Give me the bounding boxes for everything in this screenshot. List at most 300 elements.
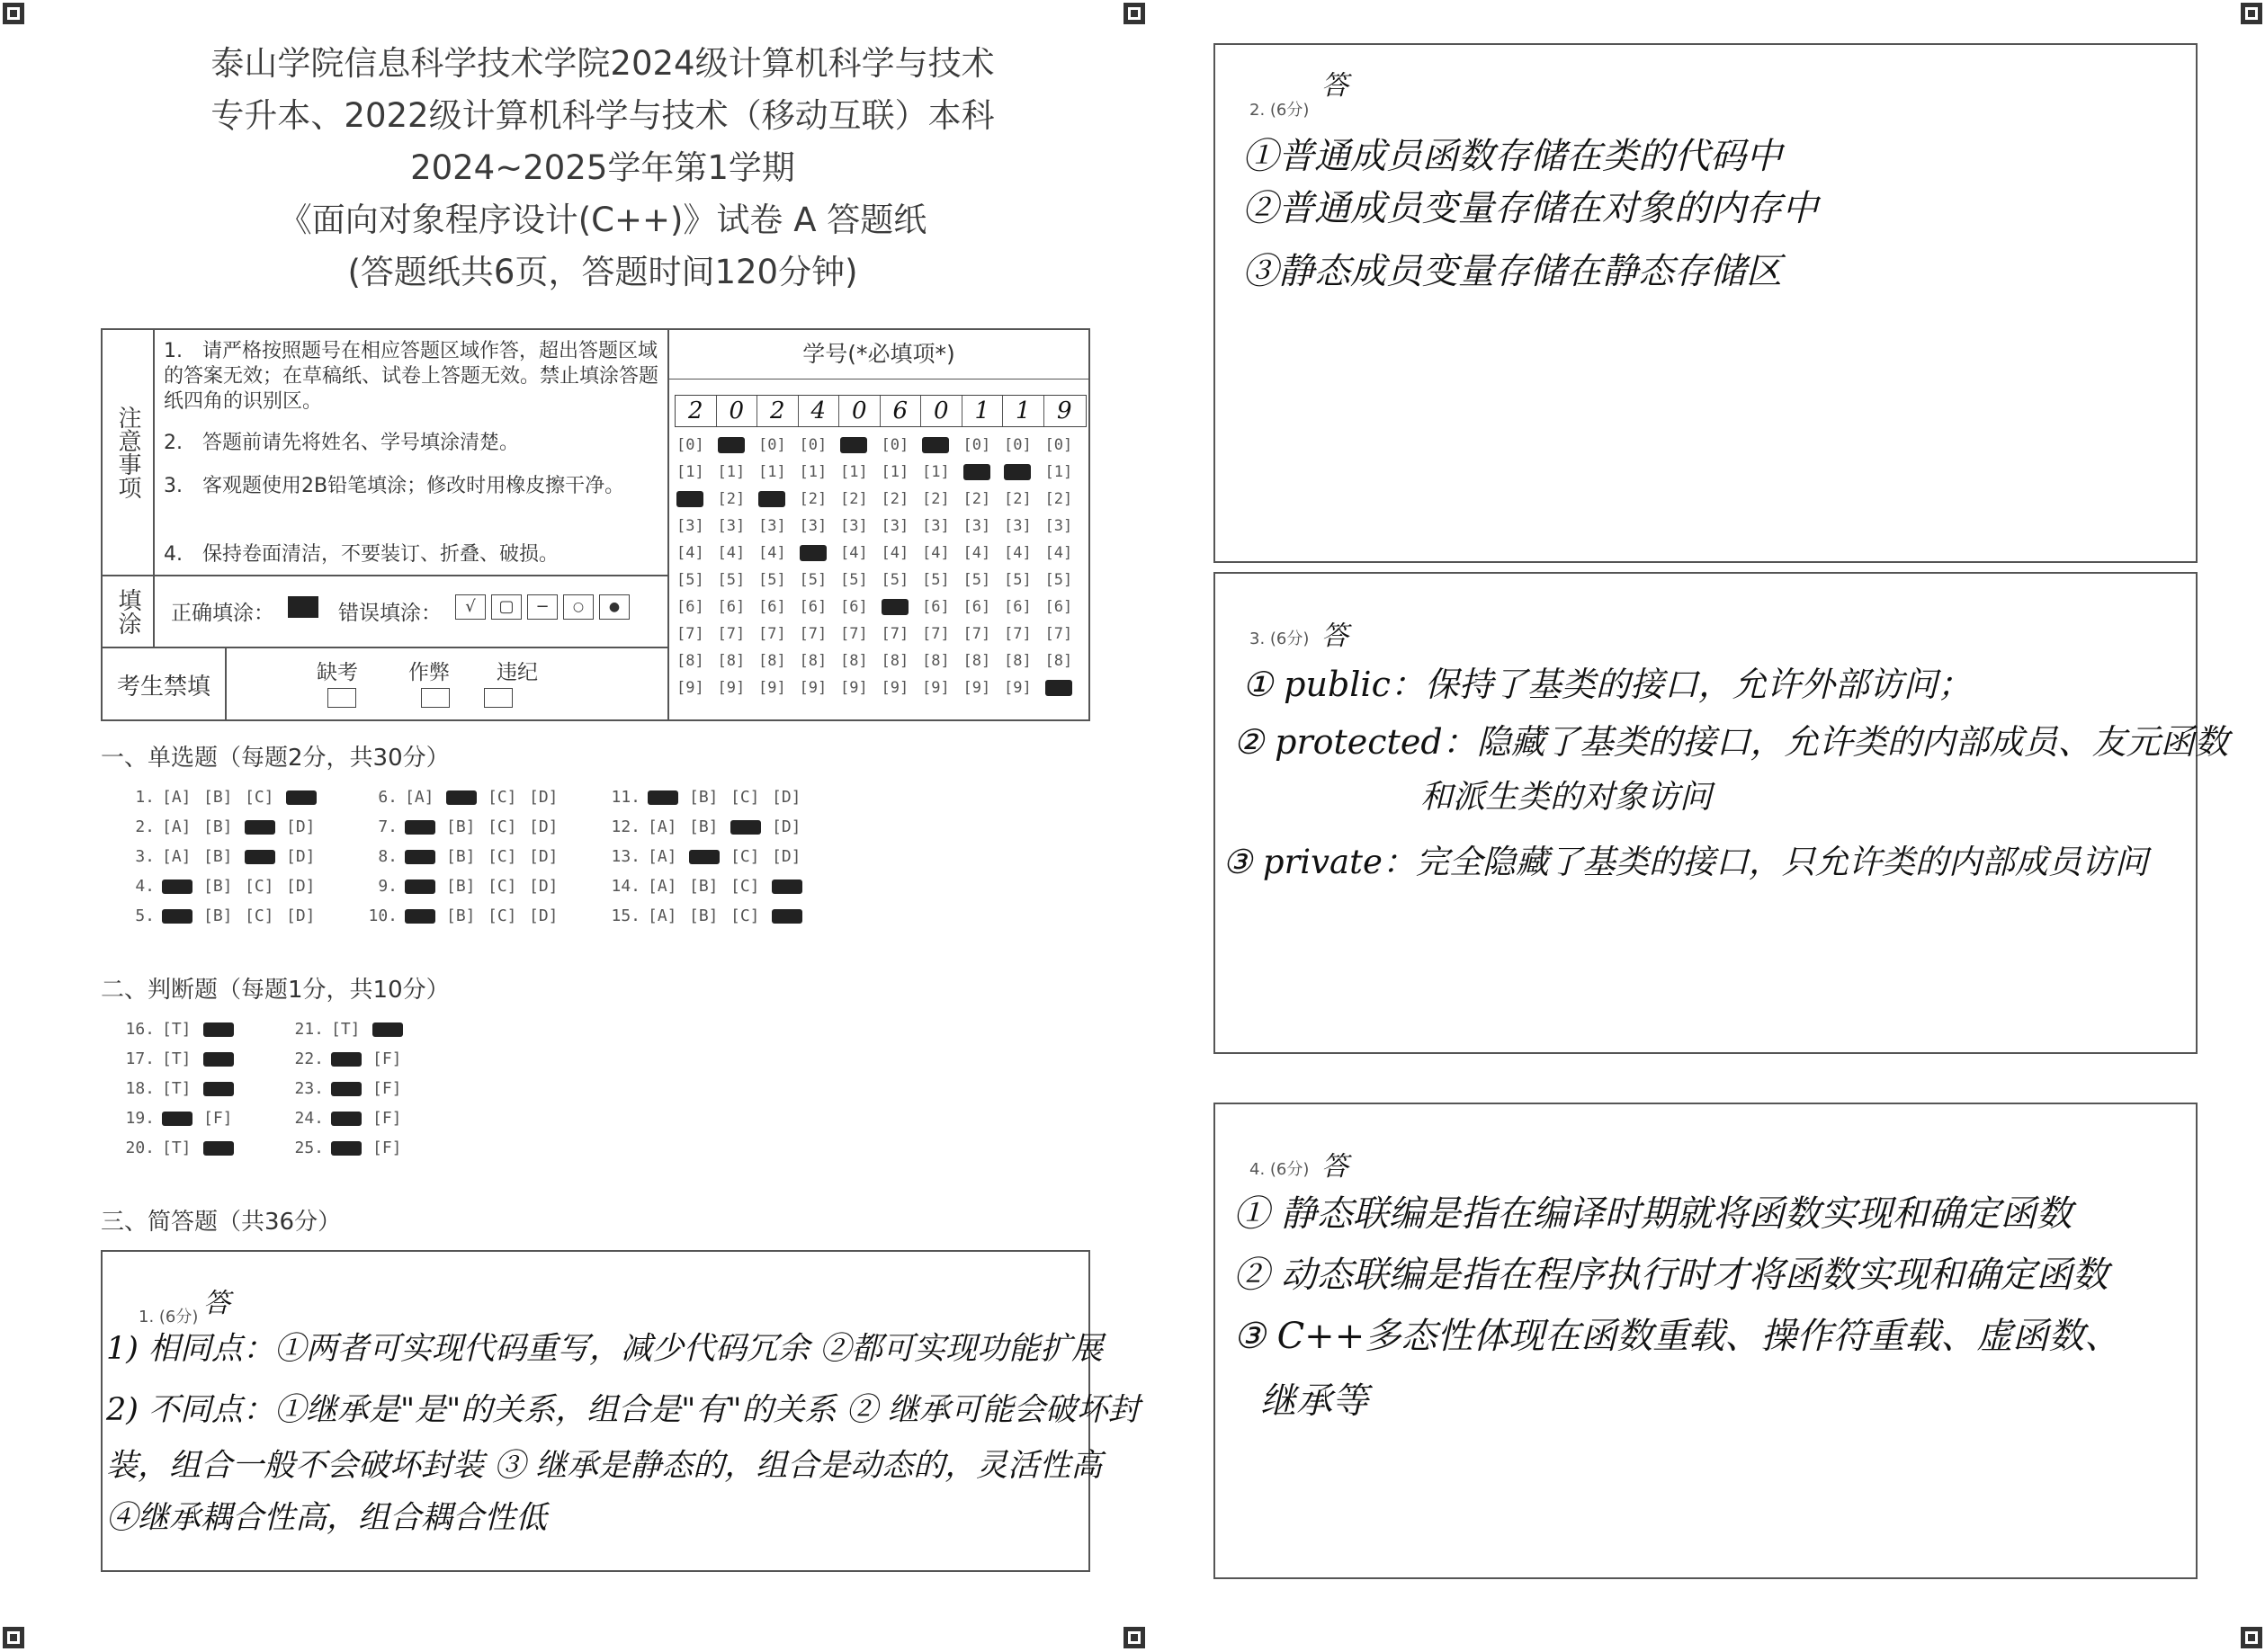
question-number: 19. bbox=[125, 1109, 155, 1128]
choice-bubble[interactable]: [A] bbox=[648, 877, 677, 896]
student-id-bubble[interactable]: [2] bbox=[840, 490, 868, 508]
student-id-bubble[interactable]: [6] bbox=[922, 598, 950, 616]
q2-handwriting-line-2: ②普通成员变量存储在对象的内存中 bbox=[1242, 188, 1818, 229]
student-id-bubble[interactable]: [1] bbox=[717, 463, 746, 481]
student-id-bubble[interactable]: [0] bbox=[758, 436, 786, 454]
choice-bubble[interactable]: [B] bbox=[689, 906, 719, 925]
q4-handwriting-line-1: ① 静态联编是指在编译时期就将函数实现和确定函数 bbox=[1233, 1193, 2073, 1235]
tf-bubble[interactable]: [T] bbox=[162, 1049, 192, 1068]
single-choice-row[interactable] bbox=[117, 817, 327, 836]
choice-bubble[interactable]: [A] bbox=[162, 847, 192, 866]
single-choice-row[interactable] bbox=[360, 877, 570, 896]
choice-bubble-filled[interactable] bbox=[446, 788, 488, 807]
true-false-row[interactable] bbox=[117, 1049, 245, 1068]
student-id-bubble[interactable]: [1] bbox=[1044, 463, 1073, 481]
choice-bubble[interactable]: [C] bbox=[730, 847, 760, 866]
answer-box-q4[interactable] bbox=[1213, 1103, 2198, 1579]
student-id-bubble-filled[interactable] bbox=[1045, 679, 1072, 697]
single-choice-row[interactable] bbox=[603, 788, 813, 807]
header-line-3: 2024~2025学年第1学期 bbox=[410, 148, 795, 187]
registration-mark-bottom-left bbox=[2, 1626, 25, 1649]
student-id-digit[interactable]: 6 bbox=[881, 396, 922, 426]
choice-bubble[interactable]: [C] bbox=[488, 906, 517, 925]
notes-item-4: 4. 保持卷面清洁，不要装订、折叠、破损。 bbox=[164, 543, 559, 566]
registration-mark-bottom-right bbox=[2240, 1626, 2263, 1649]
student-id-bubble[interactable]: [2] bbox=[1004, 490, 1032, 508]
registration-mark-bottom-center bbox=[1123, 1626, 1146, 1649]
student-id-bubble[interactable]: [9] bbox=[962, 679, 991, 697]
student-id-bubble[interactable]: [9] bbox=[717, 679, 746, 697]
true-false-row[interactable] bbox=[286, 1109, 414, 1128]
student-id-bubble[interactable]: [7] bbox=[881, 625, 909, 643]
tf-bubble[interactable]: [F] bbox=[203, 1109, 233, 1128]
student-id-bubble[interactable]: [3] bbox=[758, 517, 786, 535]
student-id-bubble[interactable]: [6] bbox=[717, 598, 746, 616]
choice-bubble[interactable]: [B] bbox=[689, 817, 719, 836]
choice-bubble[interactable]: [B] bbox=[203, 877, 233, 896]
student-id-bubble[interactable]: [9] bbox=[1004, 679, 1032, 697]
flag-cheat-checkbox[interactable] bbox=[421, 688, 450, 708]
choice-bubble[interactable]: [A] bbox=[162, 788, 192, 807]
q3-handwriting-line-2: ② protected：隐藏了基类的接口，允许类的内部成员、友元函数 bbox=[1233, 722, 2229, 762]
single-choice-row[interactable] bbox=[360, 817, 570, 836]
header-line-5: (答题纸共6页，答题时间120分钟) bbox=[347, 253, 858, 291]
wrong-mark-box: ▢ bbox=[491, 594, 522, 620]
student-id-bubble[interactable]: [9] bbox=[881, 679, 909, 697]
tf-bubble[interactable]: [F] bbox=[372, 1049, 402, 1068]
choice-bubble[interactable]: [A] bbox=[162, 817, 192, 836]
choice-bubble[interactable]: [A] bbox=[648, 817, 677, 836]
tf-bubble-filled[interactable] bbox=[331, 1079, 372, 1098]
q4-handwriting-line-3: ③ C++多态性体现在函数重载、操作符重载、虚函数、 bbox=[1233, 1316, 2121, 1357]
question-number: 20. bbox=[125, 1139, 155, 1157]
true-false-row[interactable] bbox=[117, 1139, 245, 1157]
single-choice-row[interactable] bbox=[117, 906, 327, 925]
student-id-bubble[interactable]: [3] bbox=[1004, 517, 1032, 535]
student-id-bubble[interactable]: [4] bbox=[962, 544, 991, 562]
choice-bubble[interactable]: [B] bbox=[203, 847, 233, 866]
choice-bubble-filled[interactable] bbox=[405, 906, 446, 925]
student-id-bubble[interactable]: [0] bbox=[962, 436, 991, 454]
question-number: 23. bbox=[294, 1079, 324, 1098]
student-id-bubble[interactable]: [4] bbox=[717, 544, 746, 562]
student-id-bubble[interactable]: [6] bbox=[1044, 598, 1073, 616]
question-number: 25. bbox=[294, 1139, 324, 1157]
q3-handwriting-line-1: ① public：保持了基类的接口，允许外部访问； bbox=[1242, 665, 1972, 704]
choice-bubble[interactable]: [D] bbox=[529, 847, 559, 866]
choice-bubble[interactable]: [C] bbox=[730, 906, 760, 925]
student-id-bubble[interactable]: [5] bbox=[881, 571, 909, 589]
student-id-bubble[interactable]: [6] bbox=[676, 598, 704, 616]
student-id-bubble-grid[interactable] bbox=[676, 436, 1090, 715]
choice-bubble[interactable]: [B] bbox=[446, 847, 476, 866]
wrong-fill-label: 错误填涂： bbox=[338, 602, 442, 625]
single-choice-row[interactable] bbox=[603, 906, 813, 925]
choice-bubble[interactable]: [C] bbox=[245, 788, 274, 807]
registration-mark-top-center bbox=[1123, 2, 1146, 25]
choice-bubble-filled[interactable] bbox=[405, 877, 446, 896]
choice-bubble[interactable]: [D] bbox=[286, 906, 316, 925]
correct-fill-label: 正确填涂： bbox=[171, 602, 274, 625]
question-number: 14. bbox=[611, 877, 640, 896]
flag-absent-checkbox[interactable] bbox=[327, 688, 356, 708]
choice-bubble[interactable]: [B] bbox=[446, 877, 476, 896]
student-id-bubble[interactable]: [7] bbox=[962, 625, 991, 643]
question-number: 6. bbox=[378, 788, 398, 807]
student-id-digit[interactable]: 2 bbox=[757, 396, 799, 426]
question-number: 7. bbox=[378, 817, 398, 836]
tf-bubble[interactable]: [F] bbox=[372, 1079, 402, 1098]
student-id-bubble[interactable]: [7] bbox=[1004, 625, 1032, 643]
student-id-bubble[interactable]: [6] bbox=[799, 598, 828, 616]
student-id-bubble[interactable]: [9] bbox=[676, 679, 704, 697]
flag-violation-checkbox[interactable] bbox=[484, 688, 513, 708]
student-id-bubble[interactable]: [4] bbox=[840, 544, 868, 562]
student-id-bubble[interactable]: [3] bbox=[1044, 517, 1073, 535]
student-id-bubble-filled[interactable] bbox=[922, 436, 949, 454]
notes-item-2: 2. 答题前请先将姓名、学号填涂清楚。 bbox=[164, 432, 519, 454]
student-id-bubble[interactable]: [7] bbox=[717, 625, 746, 643]
choice-bubble-filled[interactable] bbox=[286, 788, 327, 807]
single-choice-row[interactable] bbox=[117, 877, 327, 896]
student-id-bubble[interactable]: [2] bbox=[922, 490, 950, 508]
student-id-bubble[interactable]: [2] bbox=[881, 490, 909, 508]
student-id-bubble[interactable]: [5] bbox=[717, 571, 746, 589]
single-choice-row[interactable] bbox=[360, 906, 570, 925]
q2-handwriting-line-3: ③静态成员变量存储在静态存储区 bbox=[1242, 251, 1782, 292]
choice-bubble[interactable]: [C] bbox=[730, 788, 760, 807]
choice-bubble[interactable]: [B] bbox=[446, 817, 476, 836]
registration-mark-top-left bbox=[2, 2, 25, 25]
notes-item-1: 1. 请严格按照题号在相应答题区域作答，超出答题区域的答案无效；在草稿纸、试卷上答题无效。禁止填涂答题纸四角的识别区。 bbox=[164, 340, 659, 413]
question-number: 16. bbox=[125, 1020, 155, 1039]
student-id-bubble-filled[interactable] bbox=[758, 490, 785, 508]
student-id-bubble[interactable]: [3] bbox=[962, 517, 991, 535]
answer-box-q2[interactable] bbox=[1213, 43, 2198, 563]
choice-bubble[interactable]: [D] bbox=[286, 817, 316, 836]
choice-bubble-filled[interactable] bbox=[730, 817, 772, 836]
true-false-row[interactable] bbox=[286, 1079, 414, 1098]
student-id-bubble[interactable]: [7] bbox=[1044, 625, 1073, 643]
header-line-4: 《面向对象程序设计(C++)》试卷 A 答题纸 bbox=[278, 201, 927, 239]
choice-bubble-filled[interactable] bbox=[772, 877, 813, 896]
q4-label: 4. (6分) bbox=[1249, 1160, 1310, 1179]
student-id-digit[interactable]: 2 bbox=[676, 396, 717, 426]
flag-absent-label: 缺考 bbox=[317, 661, 358, 684]
student-id-digit[interactable]: 1 bbox=[1003, 396, 1044, 426]
student-id-bubble[interactable]: [4] bbox=[881, 544, 909, 562]
q2-handwriting-line-1: ①普通成员函数存储在类的代码中 bbox=[1242, 136, 1782, 177]
choice-bubble[interactable]: [D] bbox=[529, 788, 559, 807]
choice-bubble-filled[interactable] bbox=[162, 906, 203, 925]
student-id-bubble[interactable]: [4] bbox=[922, 544, 950, 562]
choice-bubble-filled[interactable] bbox=[648, 788, 689, 807]
question-number: 18. bbox=[125, 1079, 155, 1098]
tf-bubble[interactable]: [T] bbox=[331, 1020, 361, 1039]
choice-bubble[interactable]: [C] bbox=[245, 906, 274, 925]
choice-bubble[interactable]: [B] bbox=[203, 817, 233, 836]
student-id-bubble[interactable]: [6] bbox=[840, 598, 868, 616]
notes-label: 注意事项 bbox=[103, 330, 155, 575]
student-id-bubble[interactable]: [0] bbox=[799, 436, 828, 454]
student-id-bubble[interactable]: [5] bbox=[962, 571, 991, 589]
student-id-bubble[interactable]: [5] bbox=[840, 571, 868, 589]
q3-handwriting-line-4: ③ private：完全隐藏了基类的接口，只允许类的内部成员访问 bbox=[1222, 843, 2148, 881]
student-id-bubble[interactable]: [6] bbox=[1004, 598, 1032, 616]
header-line-1: 泰山学院信息科学技术学院2024级计算机科学与技术 bbox=[210, 44, 995, 83]
question-number: 12. bbox=[611, 817, 640, 836]
student-id-bubble[interactable]: [3] bbox=[676, 517, 704, 535]
student-id-bubble[interactable]: [0] bbox=[1044, 436, 1073, 454]
wrong-fill-examples bbox=[455, 594, 630, 620]
wrong-mark-circle: ○ bbox=[563, 594, 594, 620]
choice-bubble[interactable]: [B] bbox=[446, 906, 476, 925]
choice-bubble[interactable]: [D] bbox=[772, 817, 801, 836]
student-id-bubble[interactable]: [3] bbox=[922, 517, 950, 535]
student-id-label: 学号(*必填项*) bbox=[669, 330, 1088, 380]
answer-box-q1[interactable] bbox=[101, 1250, 1140, 1572]
student-id-bubble[interactable]: [9] bbox=[799, 679, 828, 697]
question-number: 10. bbox=[368, 906, 398, 925]
wrong-mark-check: √ bbox=[455, 594, 486, 620]
student-id-bubble[interactable]: [0] bbox=[1004, 436, 1032, 454]
q1-answer-mark: 答 bbox=[203, 1288, 230, 1319]
header-line-2: 专升本、2022级计算机科学与技术（移动互联）本科 bbox=[210, 96, 995, 135]
correct-fill-example bbox=[288, 596, 318, 618]
student-id-bubble[interactable]: [5] bbox=[922, 571, 950, 589]
choice-bubble[interactable]: [D] bbox=[529, 906, 559, 925]
single-choice-row[interactable] bbox=[360, 847, 570, 866]
student-id-bubble[interactable]: [2] bbox=[799, 490, 828, 508]
q4-handwriting-line-2: ② 动态联编是指在程序执行时才将函数实现和确定函数 bbox=[1233, 1255, 2108, 1296]
student-id-bubble[interactable]: [3] bbox=[717, 517, 746, 535]
student-id-bubble[interactable]: [8] bbox=[962, 652, 991, 670]
student-id-bubble-filled[interactable] bbox=[676, 490, 703, 508]
tf-bubble-filled[interactable] bbox=[331, 1049, 372, 1068]
choice-bubble[interactable]: [B] bbox=[203, 788, 233, 807]
fill-label: 填涂 bbox=[103, 576, 155, 647]
student-id-digit[interactable]: 4 bbox=[799, 396, 840, 426]
student-id-bubble[interactable]: [4] bbox=[676, 544, 704, 562]
single-choice-row[interactable] bbox=[117, 788, 327, 807]
student-id-bubble[interactable]: [2] bbox=[962, 490, 991, 508]
student-id-bubble[interactable]: [6] bbox=[758, 598, 786, 616]
student-id-bubble[interactable]: [1] bbox=[840, 463, 868, 481]
question-number: 5. bbox=[135, 906, 155, 925]
choice-bubble-filled[interactable] bbox=[245, 847, 286, 866]
student-id-digit[interactable]: 0 bbox=[921, 396, 962, 426]
q4-handwriting-line-4: 继承等 bbox=[1260, 1380, 1368, 1422]
student-id-bubble[interactable]: [8] bbox=[922, 652, 950, 670]
tf-bubble-filled[interactable] bbox=[203, 1020, 245, 1039]
choice-bubble[interactable]: [A] bbox=[405, 788, 434, 807]
student-id-bubble[interactable]: [1] bbox=[676, 463, 704, 481]
student-id-bubble-filled[interactable] bbox=[718, 436, 745, 454]
choice-bubble-filled[interactable] bbox=[405, 847, 446, 866]
student-id-bubble[interactable]: [3] bbox=[881, 517, 909, 535]
student-id-bubble[interactable]: [7] bbox=[799, 625, 828, 643]
student-id-bubble[interactable]: [9] bbox=[840, 679, 868, 697]
question-number: 2. bbox=[135, 817, 155, 836]
choice-bubble-filled[interactable] bbox=[405, 817, 446, 836]
student-id-bubble[interactable]: [7] bbox=[676, 625, 704, 643]
choice-bubble[interactable]: [A] bbox=[648, 847, 677, 866]
q3-label: 3. (6分) bbox=[1249, 630, 1310, 648]
student-id-bubble[interactable]: [8] bbox=[1044, 652, 1073, 670]
student-id-bubble[interactable]: [4] bbox=[758, 544, 786, 562]
choice-bubble[interactable]: [D] bbox=[529, 877, 559, 896]
tf-bubble[interactable]: [T] bbox=[162, 1079, 192, 1098]
student-id-bubble[interactable]: [5] bbox=[758, 571, 786, 589]
choice-bubble-filled[interactable] bbox=[162, 877, 203, 896]
true-false-row[interactable] bbox=[117, 1020, 245, 1039]
student-id-bubble[interactable]: [8] bbox=[1004, 652, 1032, 670]
student-id-digits[interactable] bbox=[675, 395, 1087, 427]
choice-bubble[interactable]: [D] bbox=[286, 877, 316, 896]
choice-bubble[interactable]: [D] bbox=[772, 788, 801, 807]
choice-bubble[interactable]: [D] bbox=[772, 847, 801, 866]
question-number: 24. bbox=[294, 1109, 324, 1128]
true-false-answers[interactable] bbox=[117, 1020, 441, 1182]
question-number: 21. bbox=[294, 1020, 324, 1039]
student-id-bubble[interactable]: [8] bbox=[881, 652, 909, 670]
student-id-bubble[interactable]: [1] bbox=[758, 463, 786, 481]
student-id-bubble[interactable]: [5] bbox=[1044, 571, 1073, 589]
choice-bubble[interactable]: [C] bbox=[245, 877, 274, 896]
wrong-mark-dash: − bbox=[527, 594, 558, 620]
student-id-bubble[interactable]: [9] bbox=[758, 679, 786, 697]
tf-bubble-filled[interactable] bbox=[203, 1049, 245, 1068]
tf-bubble-filled[interactable] bbox=[203, 1139, 245, 1157]
true-false-row[interactable] bbox=[286, 1049, 414, 1068]
student-id-bubble[interactable]: [3] bbox=[799, 517, 828, 535]
tf-bubble-filled[interactable] bbox=[331, 1109, 372, 1128]
choice-bubble[interactable]: [C] bbox=[488, 877, 517, 896]
student-id-digit[interactable]: 1 bbox=[962, 396, 1004, 426]
student-id-bubble[interactable]: [7] bbox=[840, 625, 868, 643]
flag-cheat-label: 作弊 bbox=[408, 661, 450, 684]
tf-bubble[interactable]: [T] bbox=[162, 1139, 192, 1157]
student-id-bubble[interactable]: [1] bbox=[881, 463, 909, 481]
question-number: 3. bbox=[135, 847, 155, 866]
student-id-bubble[interactable]: [7] bbox=[758, 625, 786, 643]
q1-handwriting-line-2: 2) 不同点：①继承是"是"的关系，组合是"有"的关系 ② 继承可能会破坏封 bbox=[106, 1392, 1140, 1428]
student-id-bubble[interactable]: [3] bbox=[840, 517, 868, 535]
student-id-bubble[interactable]: [2] bbox=[1044, 490, 1073, 508]
notes-item-3: 3. 客观题使用2B铅笔填涂；修改时用橡皮擦干净。 bbox=[164, 475, 625, 497]
student-id-bubble-filled[interactable] bbox=[882, 598, 909, 616]
student-id-bubble[interactable]: [8] bbox=[676, 652, 704, 670]
q3-answer-mark: 答 bbox=[1321, 621, 1348, 652]
single-choice-row[interactable] bbox=[603, 847, 813, 866]
true-false-row[interactable] bbox=[286, 1139, 414, 1157]
q1-handwriting-line-3: 装，组合一般不会破坏封装 ③ 继承是静态的，组合是动态的，灵活性高 bbox=[106, 1448, 1103, 1484]
student-id-bubble[interactable]: [7] bbox=[922, 625, 950, 643]
true-false-row[interactable] bbox=[117, 1079, 245, 1098]
question-number: 1. bbox=[135, 788, 155, 807]
student-id-bubble-filled[interactable] bbox=[800, 544, 827, 562]
single-choice-answers[interactable] bbox=[117, 788, 837, 950]
tf-bubble-filled[interactable] bbox=[372, 1020, 414, 1039]
question-number: 9. bbox=[378, 877, 398, 896]
student-id-digit[interactable]: 0 bbox=[717, 396, 758, 426]
student-id-digit[interactable]: 0 bbox=[839, 396, 881, 426]
choice-bubble-filled[interactable] bbox=[689, 847, 730, 866]
student-id-digit[interactable]: 9 bbox=[1056, 397, 1072, 424]
wrong-mark-dot: ● bbox=[599, 594, 630, 620]
choice-bubble-filled[interactable] bbox=[772, 906, 813, 925]
single-choice-row[interactable] bbox=[603, 877, 813, 896]
student-id-bubble-filled[interactable] bbox=[1004, 463, 1031, 481]
single-choice-row[interactable] bbox=[603, 817, 813, 836]
tf-bubble[interactable]: [T] bbox=[162, 1020, 192, 1039]
choice-bubble[interactable]: [A] bbox=[648, 906, 677, 925]
true-false-row[interactable] bbox=[117, 1109, 245, 1128]
single-choice-row[interactable] bbox=[117, 847, 327, 866]
student-id-bubble[interactable]: [5] bbox=[1004, 571, 1032, 589]
choice-bubble[interactable]: [C] bbox=[488, 817, 517, 836]
tf-bubble-filled[interactable] bbox=[203, 1079, 245, 1098]
q4-answer-mark: 答 bbox=[1321, 1151, 1348, 1183]
student-id-bubble-filled[interactable] bbox=[963, 463, 990, 481]
student-id-bubble[interactable]: [0] bbox=[881, 436, 909, 454]
student-id-bubble[interactable]: [1] bbox=[799, 463, 828, 481]
tf-bubble-filled[interactable] bbox=[331, 1139, 372, 1157]
choice-bubble[interactable]: [C] bbox=[730, 877, 760, 896]
question-number: 11. bbox=[611, 788, 640, 807]
single-choice-row[interactable] bbox=[360, 788, 570, 807]
student-id-bubble[interactable]: [1] bbox=[922, 463, 950, 481]
q1-handwriting-line-4: ④继承耦合性高，组合耦合性低 bbox=[106, 1500, 548, 1536]
student-id-bubble[interactable]: [0] bbox=[676, 436, 704, 454]
choice-bubble[interactable]: [B] bbox=[689, 788, 719, 807]
student-id-bubble-filled[interactable] bbox=[840, 436, 867, 454]
student-id-bubble[interactable]: [8] bbox=[758, 652, 786, 670]
tf-bubble[interactable]: [F] bbox=[372, 1139, 402, 1157]
student-id-bubble[interactable]: [8] bbox=[799, 652, 828, 670]
student-id-bubble[interactable]: [4] bbox=[1044, 544, 1073, 562]
student-id-bubble[interactable]: [2] bbox=[717, 490, 746, 508]
choice-bubble[interactable]: [D] bbox=[286, 847, 316, 866]
choice-bubble[interactable]: [C] bbox=[488, 788, 517, 807]
student-id-bubble[interactable]: [4] bbox=[1004, 544, 1032, 562]
choice-bubble-filled[interactable] bbox=[245, 817, 286, 836]
student-id-bubble[interactable]: [9] bbox=[922, 679, 950, 697]
section2-title: 二、判断题（每题1分，共10分） bbox=[101, 977, 450, 1004]
tf-bubble[interactable]: [F] bbox=[372, 1109, 402, 1128]
student-id-bubble[interactable]: [5] bbox=[799, 571, 828, 589]
tf-bubble-filled[interactable] bbox=[162, 1109, 203, 1128]
q1-handwriting-line-1: 1) 相同点：①两者可实现代码重写，减少代码冗余 ②都可实现功能扩展 bbox=[106, 1331, 1104, 1367]
student-id-bubble[interactable]: [8] bbox=[840, 652, 868, 670]
choice-bubble[interactable]: [B] bbox=[203, 906, 233, 925]
question-number: 15. bbox=[611, 906, 640, 925]
flag-violation-label: 违纪 bbox=[497, 661, 538, 684]
question-number: 17. bbox=[125, 1049, 155, 1068]
question-number: 13. bbox=[611, 847, 640, 866]
student-id-bubble[interactable]: [5] bbox=[676, 571, 704, 589]
choice-bubble[interactable]: [B] bbox=[689, 877, 719, 896]
student-id-bubble[interactable]: [6] bbox=[962, 598, 991, 616]
student-id-bubble[interactable]: [8] bbox=[717, 652, 746, 670]
question-number: 4. bbox=[135, 877, 155, 896]
true-false-row[interactable] bbox=[286, 1020, 414, 1039]
choice-bubble[interactable]: [D] bbox=[529, 817, 559, 836]
q3-handwriting-line-3: 和派生类的对象访问 bbox=[1420, 779, 1713, 816]
choice-bubble[interactable]: [C] bbox=[488, 847, 517, 866]
answer-box-q3[interactable] bbox=[1213, 572, 2229, 1054]
info-table bbox=[101, 328, 1090, 721]
